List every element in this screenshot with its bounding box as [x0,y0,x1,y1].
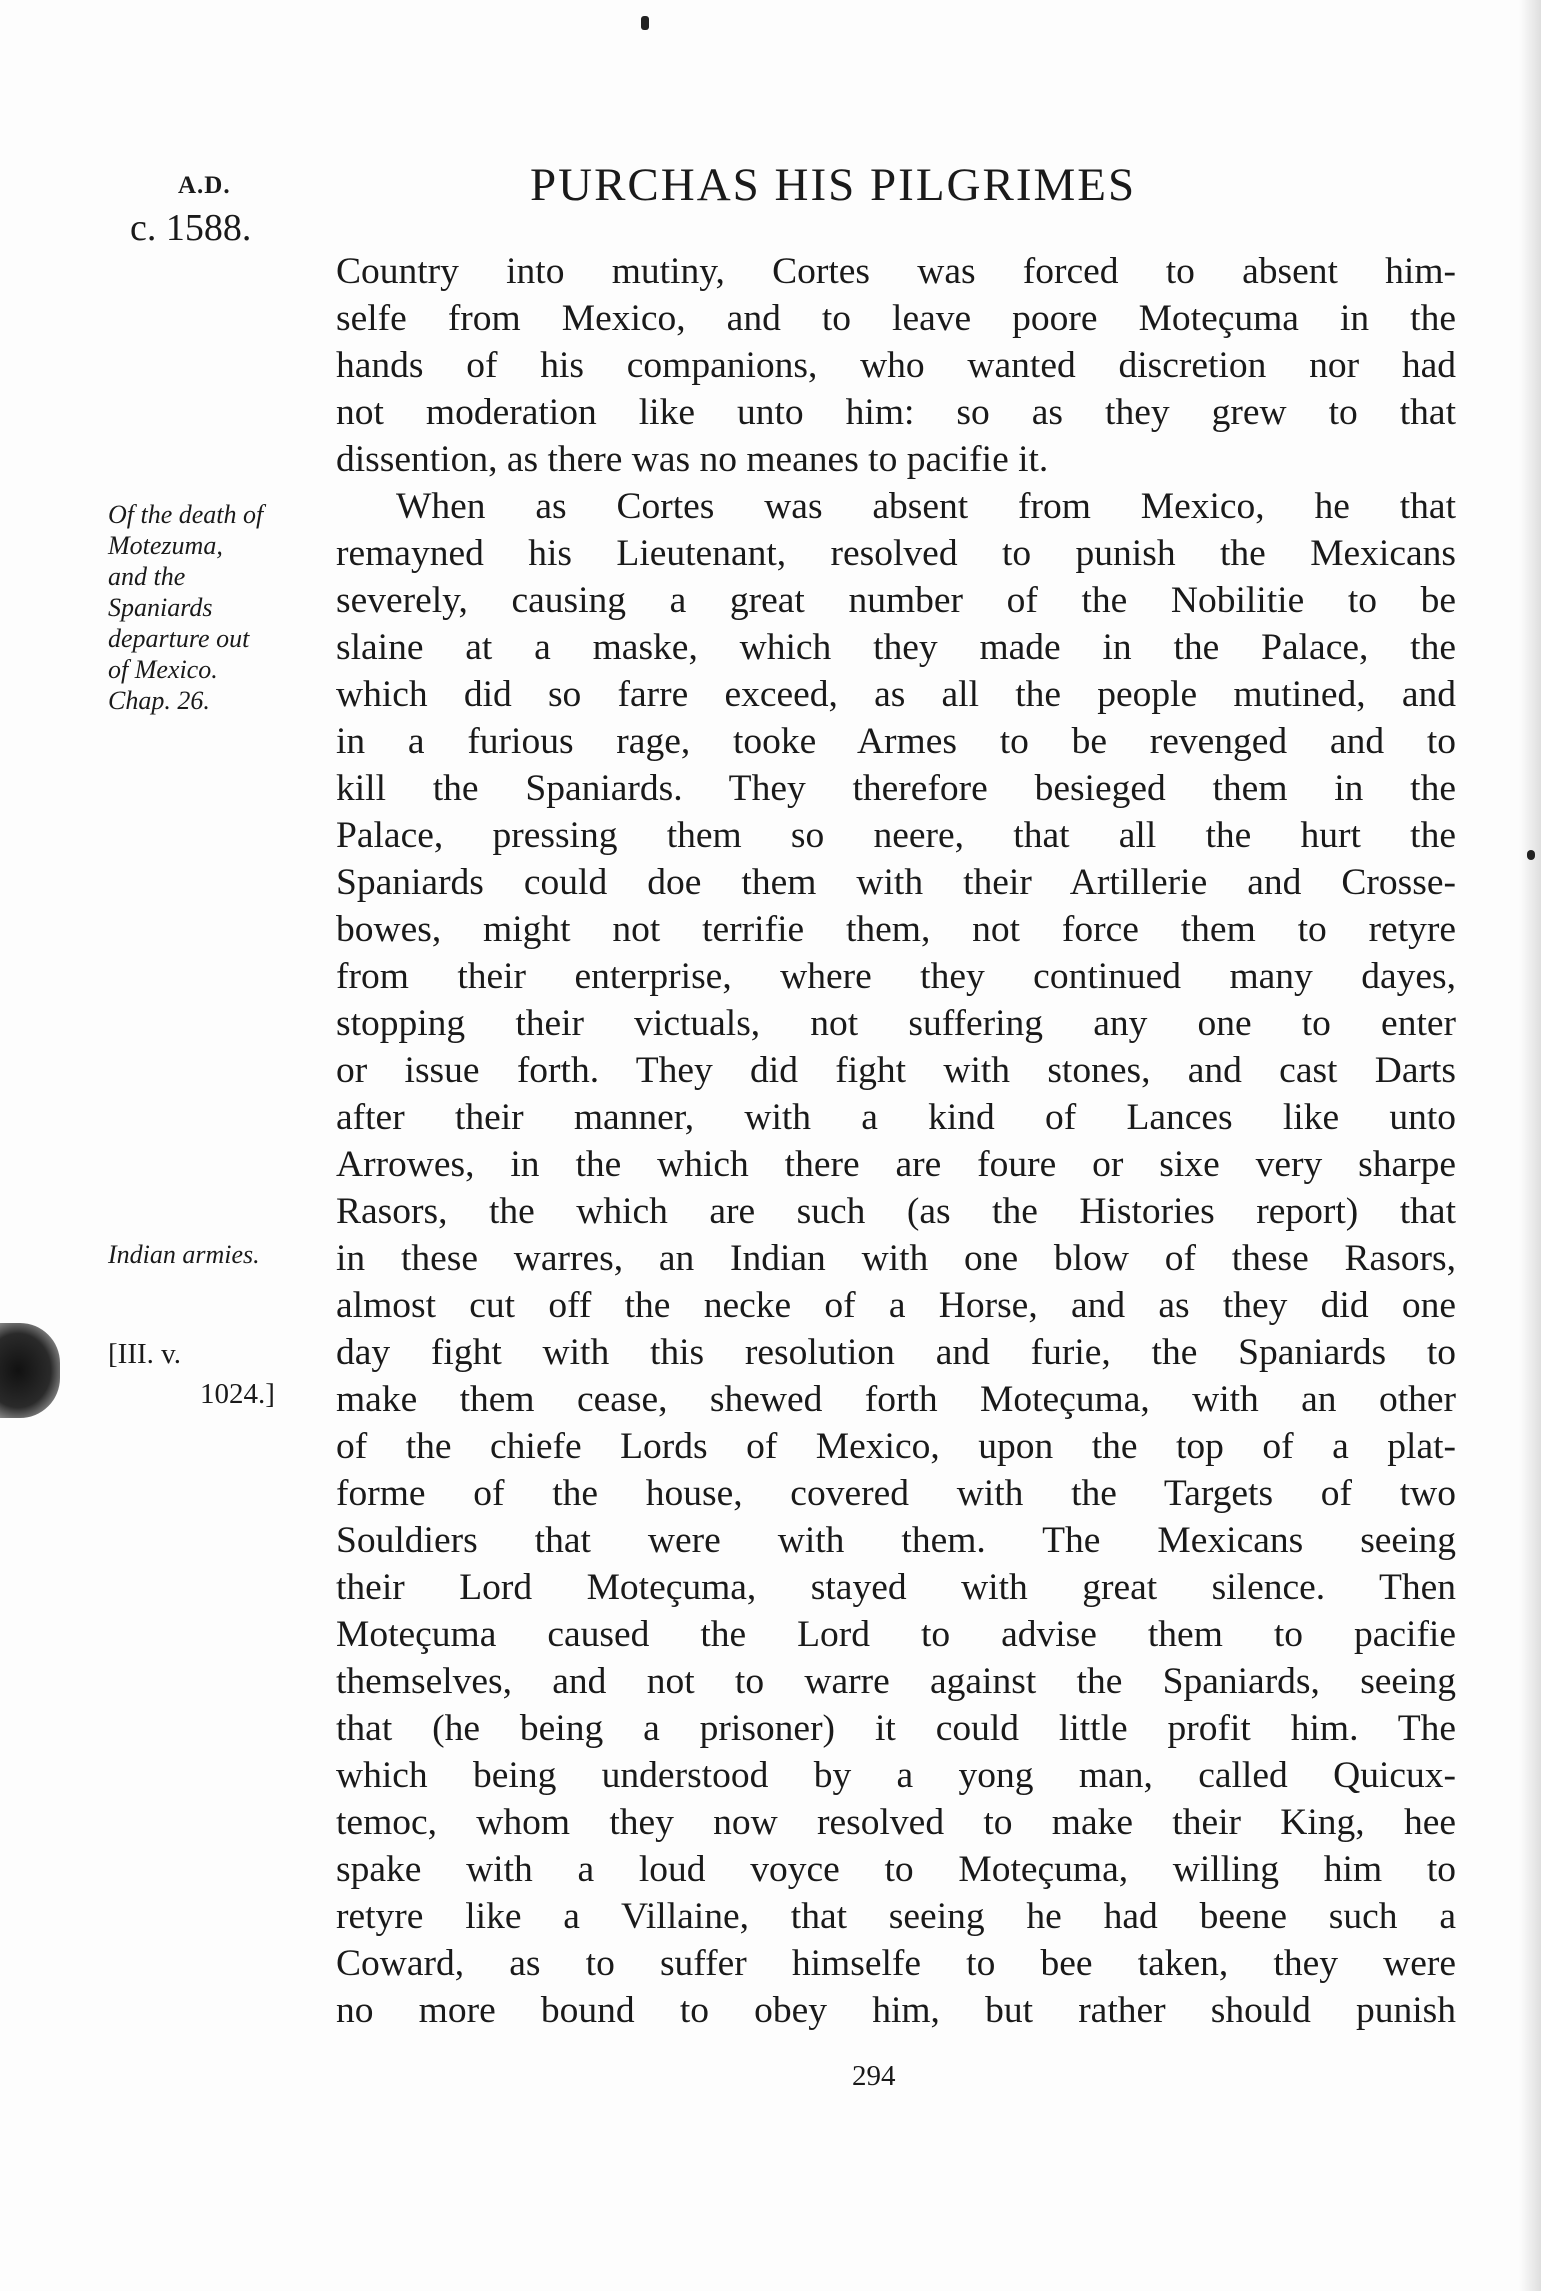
text-line: that (he being a prisoner) it could little profit him. The [336,1708,1456,1749]
text-line: which did so farre exceed, as all the people mutined, and [336,674,1456,715]
running-title: PURCHAS HIS PILGRIMES [530,159,1137,211]
text-line: from their enterprise, where they continued many dayes, [336,956,1456,997]
text-line: make them cease, shewed forth Moteçuma, with an other [336,1379,1456,1420]
text-line: day fight with this resolution and furie, the Spaniards to [336,1332,1456,1373]
ink-speck-top [641,16,649,30]
body-text [336,248,1456,2034]
text-line: retyre like a Villaine, that seeing he had beene such a [336,1896,1456,1937]
text-line: of the chiefe Lords of Mexico, upon the top of a plat- [336,1426,1456,1467]
text-line: almost cut off the necke of a Horse, and as they did one [336,1285,1456,1326]
text-line: bowes, might not terrifie them, not force them to retyre [336,909,1456,950]
ad-label: A.D. [178,172,231,199]
text-line: Country into mutiny, Cortes was forced to absent him- [336,251,1456,292]
volume-ref-line: 1024.] [200,1378,275,1410]
text-line: Arrowes, in the which there are foure or sixe very sharpe [336,1144,1456,1185]
margin-note-line: departure out [108,624,250,653]
text-line: themselves, and not to warre against the Spaniards, seeing [336,1661,1456,1702]
text-line: after their manner, with a kind of Lances like unto [336,1097,1456,1138]
volume-ref-line: [III. v. [108,1338,181,1370]
text-line: slaine at a maske, which they made in the Palace, the [336,627,1456,668]
text-line: Souldiers that were with them. The Mexicans seeing [336,1520,1456,1561]
text-line: Coward, as to suffer himselfe to bee taken, they were [336,1943,1456,1984]
text-line: remayned his Lieutenant, resolved to punish the Mexicans [336,533,1456,574]
page-edge-shadow [1519,0,1541,2291]
thumb-shadow [0,1323,60,1418]
text-line: in these warres, an Indian with one blow of these Rasors, [336,1238,1456,1279]
margin-note-death-of-motezuma [108,499,263,716]
ink-speck-right [1527,850,1535,860]
margin-note-indian-armies: Indian armies. [108,1240,260,1269]
text-line: kill the Spaniards. They therefore besieged them in the [336,768,1456,809]
margin-note-line: Spaniards [108,593,213,622]
text-line: selfe from Mexico, and to leave poore Moteçuma in the [336,298,1456,339]
text-line: forme of the house, covered with the Targets of two [336,1473,1456,1514]
text-line: stopping their victuals, not suffering any one to enter [336,1003,1456,1044]
margin-note-line: and the [108,562,186,591]
text-line: in a furious rage, tooke Armes to be revenged and to [336,721,1456,762]
text-line: Palace, pressing them so neere, that all the hurt the [336,815,1456,856]
text-line: Rasors, the which are such (as the Histories report) that [336,1191,1456,1232]
volume-reference [108,1334,275,1414]
margin-note-line: Of the death of [108,500,264,529]
text-line: dissention, as there was no meanes to pacifie it. [336,439,1049,480]
text-line: severely, causing a great number of the Nobilitie to be [336,580,1456,621]
text-line: which being understood by a yong man, called Quicux- [336,1755,1456,1796]
text-line: hands of his companions, who wanted discretion nor had [336,345,1456,386]
page-number: 294 [852,2060,896,2092]
text-line: not moderation like unto him: so as they grew to that [336,392,1456,433]
text-line: spake with a loud voyce to Moteçuma, willing him to [336,1849,1456,1890]
year-label: c. 1588. [130,207,252,249]
margin-note-line: Chap. 26. [108,686,210,715]
text-line: Spaniards could doe them with their Artillerie and Crosse- [336,862,1456,903]
text-line: their Lord Moteçuma, stayed with great silence. Then [336,1567,1456,1608]
text-line: no more bound to obey him, but rather should punish [336,1990,1456,2031]
text-line: temoc, whom they now resolved to make their King, hee [336,1802,1456,1843]
text-line: or issue forth. They did fight with stones, and cast Darts [336,1050,1456,1091]
margin-note-line: Motezuma, [108,531,223,560]
text-line: When as Cortes was absent from Mexico, he that [396,486,1456,527]
text-line: Moteçuma caused the Lord to advise them to pacifie [336,1614,1456,1655]
margin-note-line: of Mexico. [108,655,218,684]
